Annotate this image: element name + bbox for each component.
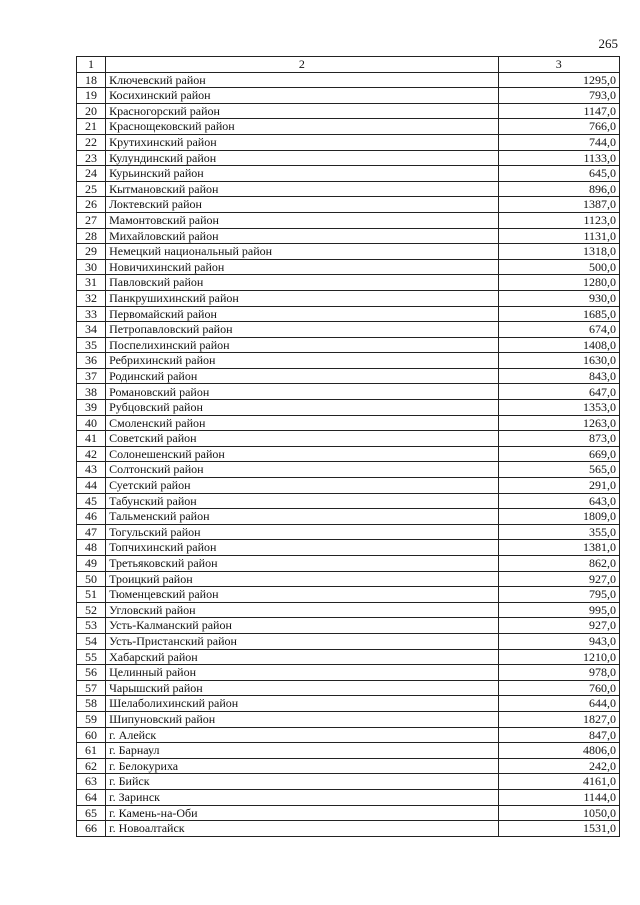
district-name-cell: Угловский район bbox=[106, 602, 498, 618]
value-cell: 995,0 bbox=[498, 602, 619, 618]
district-name-cell: Родинский район bbox=[106, 368, 498, 384]
value-cell: 1353,0 bbox=[498, 400, 619, 416]
table-row bbox=[77, 478, 620, 494]
table-row bbox=[77, 415, 620, 431]
value-cell: 744,0 bbox=[498, 134, 619, 150]
table-row bbox=[77, 368, 620, 384]
value-cell: 896,0 bbox=[498, 181, 619, 197]
table-header-row bbox=[77, 57, 620, 73]
district-name-cell: г. Новоалтайск bbox=[106, 821, 498, 837]
district-name-cell: Тогульский район bbox=[106, 524, 498, 540]
value-cell: 643,0 bbox=[498, 493, 619, 509]
district-name-cell: Тюменцевский район bbox=[106, 587, 498, 603]
value-cell: 927,0 bbox=[498, 571, 619, 587]
district-name-cell: Ребрихинский район bbox=[106, 353, 498, 369]
district-name-cell: Панкрушихинский район bbox=[106, 290, 498, 306]
district-name-cell: Краснощековский район bbox=[106, 119, 498, 135]
district-name-cell: Чарышский район bbox=[106, 680, 498, 696]
value-cell: 4806,0 bbox=[498, 743, 619, 759]
row-number-cell: 52 bbox=[77, 602, 106, 618]
value-cell: 978,0 bbox=[498, 665, 619, 681]
table-row bbox=[77, 181, 620, 197]
district-name-cell: Павловский район bbox=[106, 275, 498, 291]
district-name-cell: Хабарский район bbox=[106, 649, 498, 665]
header-cell-1: 1 bbox=[77, 57, 106, 73]
row-number-cell: 53 bbox=[77, 618, 106, 634]
row-number-cell: 50 bbox=[77, 571, 106, 587]
district-name-cell: Первомайский район bbox=[106, 306, 498, 322]
district-name-cell: Тальменский район bbox=[106, 509, 498, 525]
row-number-cell: 20 bbox=[77, 103, 106, 119]
row-number-cell: 19 bbox=[77, 88, 106, 104]
table-row bbox=[77, 649, 620, 665]
table-row bbox=[77, 727, 620, 743]
district-name-cell: Солтонский район bbox=[106, 462, 498, 478]
value-cell: 4161,0 bbox=[498, 774, 619, 790]
table-row bbox=[77, 400, 620, 416]
row-number-cell: 22 bbox=[77, 134, 106, 150]
row-number-cell: 45 bbox=[77, 493, 106, 509]
value-cell: 1630,0 bbox=[498, 353, 619, 369]
value-cell: 1318,0 bbox=[498, 244, 619, 260]
district-name-cell: Усть-Пристанский район bbox=[106, 633, 498, 649]
value-cell: 669,0 bbox=[498, 446, 619, 462]
row-number-cell: 66 bbox=[77, 821, 106, 837]
row-number-cell: 56 bbox=[77, 665, 106, 681]
row-number-cell: 37 bbox=[77, 368, 106, 384]
row-number-cell: 63 bbox=[77, 774, 106, 790]
row-number-cell: 64 bbox=[77, 789, 106, 805]
row-number-cell: 40 bbox=[77, 415, 106, 431]
data-table bbox=[76, 56, 620, 837]
district-name-cell: г. Бийск bbox=[106, 774, 498, 790]
table-row bbox=[77, 556, 620, 572]
value-cell: 847,0 bbox=[498, 727, 619, 743]
page-number: 265 bbox=[598, 36, 618, 51]
value-cell: 1210,0 bbox=[498, 649, 619, 665]
district-name-cell: Топчихинский район bbox=[106, 540, 498, 556]
table-row bbox=[77, 665, 620, 681]
table-row bbox=[77, 306, 620, 322]
value-cell: 1147,0 bbox=[498, 103, 619, 119]
row-number-cell: 29 bbox=[77, 244, 106, 260]
district-name-cell: Петропавловский район bbox=[106, 322, 498, 338]
value-cell: 862,0 bbox=[498, 556, 619, 572]
district-name-cell: Михайловский район bbox=[106, 228, 498, 244]
row-number-cell: 62 bbox=[77, 758, 106, 774]
district-name-cell: Смоленский район bbox=[106, 415, 498, 431]
table-row bbox=[77, 805, 620, 821]
row-number-cell: 51 bbox=[77, 587, 106, 603]
table-row bbox=[77, 166, 620, 182]
district-name-cell: Поспелихинский район bbox=[106, 337, 498, 353]
row-number-cell: 38 bbox=[77, 384, 106, 400]
row-number-cell: 42 bbox=[77, 446, 106, 462]
district-name-cell: Троицкий район bbox=[106, 571, 498, 587]
row-number-cell: 30 bbox=[77, 259, 106, 275]
value-cell: 355,0 bbox=[498, 524, 619, 540]
table-row bbox=[77, 134, 620, 150]
value-cell: 1381,0 bbox=[498, 540, 619, 556]
district-name-cell: Романовский район bbox=[106, 384, 498, 400]
row-number-cell: 41 bbox=[77, 431, 106, 447]
row-number-cell: 33 bbox=[77, 306, 106, 322]
district-name-cell: Красногорский район bbox=[106, 103, 498, 119]
district-name-cell: Кытмановский район bbox=[106, 181, 498, 197]
value-cell: 1387,0 bbox=[498, 197, 619, 213]
value-cell: 1408,0 bbox=[498, 337, 619, 353]
table-row bbox=[77, 602, 620, 618]
row-number-cell: 46 bbox=[77, 509, 106, 525]
row-number-cell: 60 bbox=[77, 727, 106, 743]
district-name-cell: Советский район bbox=[106, 431, 498, 447]
header-cell-3: 3 bbox=[498, 57, 619, 73]
row-number-cell: 39 bbox=[77, 400, 106, 416]
table-row bbox=[77, 103, 620, 119]
row-number-cell: 57 bbox=[77, 680, 106, 696]
district-name-cell: Табунский район bbox=[106, 493, 498, 509]
value-cell: 565,0 bbox=[498, 462, 619, 478]
row-number-cell: 54 bbox=[77, 633, 106, 649]
row-number-cell: 18 bbox=[77, 72, 106, 88]
row-number-cell: 27 bbox=[77, 212, 106, 228]
value-cell: 644,0 bbox=[498, 696, 619, 712]
table-row bbox=[77, 680, 620, 696]
table-row bbox=[77, 462, 620, 478]
district-name-cell: Косихинский район bbox=[106, 88, 498, 104]
value-cell: 873,0 bbox=[498, 431, 619, 447]
value-cell: 291,0 bbox=[498, 478, 619, 494]
row-number-cell: 23 bbox=[77, 150, 106, 166]
district-name-cell: Целинный район bbox=[106, 665, 498, 681]
district-name-cell: Солонешенский район bbox=[106, 446, 498, 462]
table-row bbox=[77, 212, 620, 228]
row-number-cell: 21 bbox=[77, 119, 106, 135]
table-row bbox=[77, 119, 620, 135]
row-number-cell: 43 bbox=[77, 462, 106, 478]
row-number-cell: 48 bbox=[77, 540, 106, 556]
value-cell: 927,0 bbox=[498, 618, 619, 634]
row-number-cell: 58 bbox=[77, 696, 106, 712]
value-cell: 242,0 bbox=[498, 758, 619, 774]
row-number-cell: 32 bbox=[77, 290, 106, 306]
table-row bbox=[77, 493, 620, 509]
value-cell: 1133,0 bbox=[498, 150, 619, 166]
row-number-cell: 28 bbox=[77, 228, 106, 244]
table-row bbox=[77, 322, 620, 338]
row-number-cell: 61 bbox=[77, 743, 106, 759]
table-row bbox=[77, 384, 620, 400]
district-name-cell: Шелаболихинский район bbox=[106, 696, 498, 712]
table-row bbox=[77, 789, 620, 805]
value-cell: 1131,0 bbox=[498, 228, 619, 244]
district-name-cell: Ключевский район bbox=[106, 72, 498, 88]
table-row bbox=[77, 758, 620, 774]
row-number-cell: 26 bbox=[77, 197, 106, 213]
table-row bbox=[77, 290, 620, 306]
district-name-cell: Мамонтовский район bbox=[106, 212, 498, 228]
value-cell: 930,0 bbox=[498, 290, 619, 306]
table-row bbox=[77, 275, 620, 291]
district-name-cell: Курьинский район bbox=[106, 166, 498, 182]
table-row bbox=[77, 446, 620, 462]
value-cell: 843,0 bbox=[498, 368, 619, 384]
table-row bbox=[77, 540, 620, 556]
row-number-cell: 44 bbox=[77, 478, 106, 494]
row-number-cell: 55 bbox=[77, 649, 106, 665]
value-cell: 500,0 bbox=[498, 259, 619, 275]
value-cell: 1531,0 bbox=[498, 821, 619, 837]
table-row bbox=[77, 197, 620, 213]
value-cell: 674,0 bbox=[498, 322, 619, 338]
table-row bbox=[77, 743, 620, 759]
district-name-cell: Рубцовский район bbox=[106, 400, 498, 416]
table-row bbox=[77, 353, 620, 369]
table-row bbox=[77, 72, 620, 88]
district-name-cell: г. Камень-на-Оби bbox=[106, 805, 498, 821]
row-number-cell: 34 bbox=[77, 322, 106, 338]
table-row bbox=[77, 524, 620, 540]
row-number-cell: 47 bbox=[77, 524, 106, 540]
value-cell: 1144,0 bbox=[498, 789, 619, 805]
table-row bbox=[77, 711, 620, 727]
district-name-cell: г. Алейск bbox=[106, 727, 498, 743]
value-cell: 1827,0 bbox=[498, 711, 619, 727]
district-name-cell: Локтевский район bbox=[106, 197, 498, 213]
row-number-cell: 49 bbox=[77, 556, 106, 572]
row-number-cell: 25 bbox=[77, 181, 106, 197]
district-name-cell: Немецкий национальный район bbox=[106, 244, 498, 260]
table-row bbox=[77, 431, 620, 447]
table-row bbox=[77, 509, 620, 525]
table-row bbox=[77, 696, 620, 712]
row-number-cell: 36 bbox=[77, 353, 106, 369]
table-body bbox=[77, 57, 620, 837]
district-name-cell: Третьяковский район bbox=[106, 556, 498, 572]
table-row bbox=[77, 633, 620, 649]
table-row bbox=[77, 618, 620, 634]
table-row bbox=[77, 337, 620, 353]
district-name-cell: Кулундинский район bbox=[106, 150, 498, 166]
table-row bbox=[77, 88, 620, 104]
table-row bbox=[77, 587, 620, 603]
value-cell: 1050,0 bbox=[498, 805, 619, 821]
district-name-cell: Суетский район bbox=[106, 478, 498, 494]
value-cell: 793,0 bbox=[498, 88, 619, 104]
value-cell: 1295,0 bbox=[498, 72, 619, 88]
district-name-cell: Усть-Калманский район bbox=[106, 618, 498, 634]
value-cell: 1685,0 bbox=[498, 306, 619, 322]
row-number-cell: 31 bbox=[77, 275, 106, 291]
district-name-cell: Новичихинский район bbox=[106, 259, 498, 275]
table-row bbox=[77, 571, 620, 587]
table-row bbox=[77, 150, 620, 166]
value-cell: 766,0 bbox=[498, 119, 619, 135]
value-cell: 1280,0 bbox=[498, 275, 619, 291]
table-row bbox=[77, 244, 620, 260]
district-name-cell: г. Белокуриха bbox=[106, 758, 498, 774]
row-number-cell: 65 bbox=[77, 805, 106, 821]
value-cell: 760,0 bbox=[498, 680, 619, 696]
value-cell: 645,0 bbox=[498, 166, 619, 182]
value-cell: 943,0 bbox=[498, 633, 619, 649]
table-row bbox=[77, 774, 620, 790]
value-cell: 647,0 bbox=[498, 384, 619, 400]
district-name-cell: г. Барнаул bbox=[106, 743, 498, 759]
row-number-cell: 35 bbox=[77, 337, 106, 353]
row-number-cell: 24 bbox=[77, 166, 106, 182]
row-number-cell: 59 bbox=[77, 711, 106, 727]
table-row bbox=[77, 821, 620, 837]
district-name-cell: Шипуновский район bbox=[106, 711, 498, 727]
table-row bbox=[77, 228, 620, 244]
value-cell: 1809,0 bbox=[498, 509, 619, 525]
table-row bbox=[77, 259, 620, 275]
district-name-cell: г. Заринск bbox=[106, 789, 498, 805]
value-cell: 1263,0 bbox=[498, 415, 619, 431]
value-cell: 1123,0 bbox=[498, 212, 619, 228]
header-cell-2: 2 bbox=[106, 57, 498, 73]
value-cell: 795,0 bbox=[498, 587, 619, 603]
district-name-cell: Крутихинский район bbox=[106, 134, 498, 150]
